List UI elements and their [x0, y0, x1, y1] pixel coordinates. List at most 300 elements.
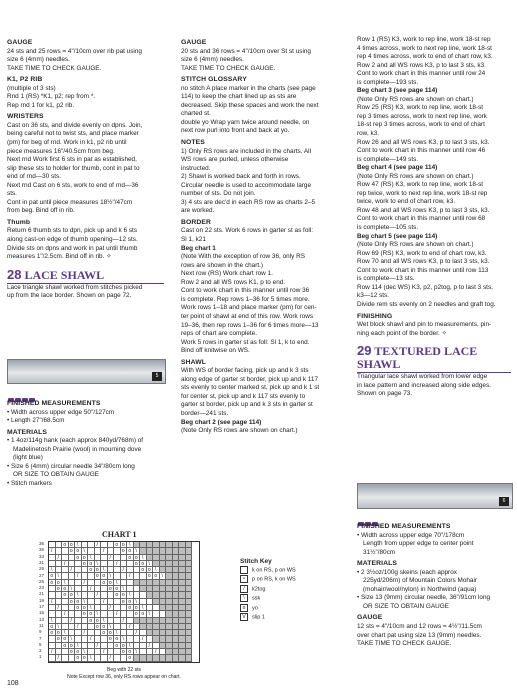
- chart-cell: o: [75, 655, 82, 661]
- chart-cell: o: [140, 611, 147, 617]
- materials-list-line: Madelinetosh Prairie (wool) in mourning dove: [13, 445, 142, 453]
- chart-cell: o: [95, 624, 102, 630]
- finished-list-line: • Length 27"/68.5cm: [7, 417, 164, 426]
- wristers-text-line: Cast on 36 sts, and divide evenly on dpns. Join,: [7, 121, 143, 129]
- chart-cell: o: [101, 630, 108, 636]
- wristers-text-line: Next rnd Cast on 6 sts, work to end of rnd—36: [7, 181, 139, 189]
- chart-rows-d-line: k3—12 sts.: [357, 292, 389, 300]
- chart-cell: o: [82, 555, 89, 561]
- wristers-text-line: (pm) for beg of rnd. Work in k1, p2 rib until: [7, 139, 127, 147]
- chart-row-number: 23: [39, 585, 45, 591]
- chart-cell: [186, 655, 193, 661]
- chart-cell: \: [114, 580, 121, 586]
- wristers-text-line: piece measures 16"/40.5cm from beg.: [7, 147, 115, 155]
- notes-text-line: are worked.: [181, 207, 215, 215]
- chart-cell: o: [95, 567, 102, 573]
- chart-row-number: 11: [39, 622, 44, 628]
- chart-cell: o: [121, 599, 128, 605]
- chart-cell: o: [88, 618, 95, 624]
- chart-cell: \: [56, 624, 63, 630]
- thumb-text-line: Return 6 thumb sts to dpn, pick up and k 6 sts: [7, 227, 138, 235]
- chart-caption: Beg with 22 sts Note Except row 36, only RS rows appear on chart.: [67, 666, 181, 680]
- textured-shawl-photo-strip: [357, 483, 513, 509]
- chart-rows-b-line: Cont to work chart in this manner until row 46: [357, 147, 486, 155]
- stitch-symbol-icon: /: [240, 585, 248, 593]
- wristers-text-line: being careful not to twist sts, and place marker: [7, 130, 139, 138]
- border-text-2-line: rows are shown in the chart.): [181, 261, 264, 269]
- materials-list-line: OR SIZE TO OBTAIN GAUGE: [13, 471, 99, 479]
- chart-cell: \: [88, 655, 95, 661]
- chart-cell: /: [49, 599, 56, 605]
- chart-rows-a: [357, 36, 511, 87]
- chart-rows-c-line: Row 48 and all WS rows K3, p to last 3 sts, k3.: [357, 206, 490, 214]
- stitch-symbol-icon: V: [240, 613, 248, 621]
- chart-cell: \: [127, 643, 134, 649]
- intro-text-29-line: in lace pattern and increased along side edges.: [357, 381, 491, 389]
- chart-cell: o: [121, 643, 128, 649]
- chart-row-number: 29: [39, 566, 45, 572]
- chart-row-number: 15: [39, 610, 45, 616]
- chart-cell: o: [69, 592, 76, 598]
- chart-cell: o: [75, 605, 82, 611]
- chart-cell: o: [69, 548, 76, 554]
- chart-cell: o: [101, 624, 108, 630]
- chart-cell: \: [75, 592, 82, 598]
- chart-cell: \: [49, 567, 56, 573]
- chart-cell: /: [108, 655, 115, 661]
- chart-cell: \: [114, 630, 121, 636]
- chart-cell: \: [88, 605, 95, 611]
- wristers-heading: WRISTERS: [7, 113, 44, 121]
- chart-rows-a-line: Cont to work chart in this manner until row 24: [357, 70, 486, 78]
- rib-text: [7, 85, 164, 111]
- chart-rows-a-line: is complete—193 sts.: [357, 78, 419, 86]
- chart-cell: /: [82, 580, 89, 586]
- gauge-heading-2: GAUGE: [181, 39, 207, 46]
- chart-cell: /: [56, 655, 63, 661]
- glossary-text-line: charted st.: [181, 110, 211, 118]
- chart-cell: o: [62, 586, 69, 592]
- chart-cell: /: [88, 636, 95, 642]
- column-1-lower: [7, 397, 164, 488]
- border-text-2-line: (Note With the exception of row 36, only RS: [181, 253, 305, 261]
- column-1: [7, 36, 164, 301]
- stitch-key-label: ssk: [252, 595, 261, 602]
- stitch-key-label: p on RS, k on WS: [252, 576, 296, 583]
- chart-rows-d-line: Row 69 (RS) K3, work to end of chart row, k3.: [357, 249, 487, 257]
- chart-cell: o: [56, 586, 63, 592]
- border-text: [181, 227, 339, 244]
- chart-cell: \: [147, 611, 154, 617]
- border-text-2-line: ter point of shawl at end of this row. Work rows: [181, 312, 314, 320]
- chart-cell: \: [160, 573, 167, 579]
- chart-row-number: 31: [39, 559, 45, 565]
- gauge-text-29-line: over chart pat using size 13 (9mm) needles.: [357, 631, 482, 639]
- chart-rows-a-line: rep 4 times across, work to end of chart row, k3.: [357, 53, 493, 61]
- stitch-key-item: [240, 575, 296, 584]
- chart-cell: o: [82, 655, 89, 661]
- border-text-line: Sl 1, k21: [181, 236, 206, 244]
- chart-cell: /: [75, 624, 82, 630]
- wristers-text-line: Cont in pat until piece measures 18½"/47cm: [7, 198, 133, 206]
- border-text-2-line: Row 2 and all WS rows K1, p to end.: [181, 278, 286, 286]
- materials-list-29-line: 225yd/206m) of Mountain Colors Mohair: [363, 577, 478, 585]
- chart-cell: \: [56, 573, 63, 579]
- thumb-text-line: Divide sts on dpns and work in pat until thumb: [7, 244, 138, 252]
- chart-row-number: 17: [39, 604, 45, 609]
- chart-cell: o: [114, 542, 121, 548]
- stitch-key-label: slip 1: [252, 614, 265, 621]
- border-text-line: Cast on 22 sts. Work 6 rows in garter st as foll:: [181, 227, 314, 235]
- chart-cell: /: [114, 611, 121, 617]
- chart-rows-b-line: is complete—149 sts.: [357, 155, 419, 163]
- thumb-text-line: measures 1"/2.5cm. Bind off in rib. ✧: [7, 253, 112, 261]
- chart-cell: o: [114, 643, 121, 649]
- pattern-title-28: 28 LACE SHAWL: [7, 266, 105, 282]
- gauge-text-line: size 6 (4mm) needles.: [7, 56, 70, 64]
- chart-cell: o: [49, 573, 56, 579]
- materials-list-line: (light blue): [13, 454, 43, 462]
- chart-cell: \: [75, 542, 82, 548]
- border-text-2-line: Cont to work chart in this manner until row 36: [181, 287, 310, 295]
- chart-cell: o: [121, 649, 128, 655]
- gauge-text-2-line: size 6 (4mm) needles.: [181, 56, 244, 64]
- gauge-text-line: TAKE TIME TO CHECK GAUGE.: [7, 64, 102, 72]
- chart-cell: o: [95, 618, 102, 624]
- wristers-text-line: from beg. Bind off in rib.: [7, 207, 75, 215]
- stitch-symbol-icon: •: [240, 575, 248, 583]
- column-2: [181, 36, 339, 436]
- chart-cell: \: [121, 586, 128, 592]
- beg-chart-5: Beg chart 5 (see page 114): [357, 232, 438, 240]
- chart-cell: o: [134, 605, 141, 611]
- finished-heading-29: FINISHED MEASUREMENTS: [357, 523, 451, 530]
- gauge-text-line: 24 sts and 25 rows = 4"/10cm over rib pat using: [7, 47, 142, 55]
- chart-row-number: 7: [39, 635, 42, 641]
- chart-cell: /: [82, 630, 89, 636]
- shawl-text: [181, 367, 339, 418]
- chart-row-number: 35: [39, 547, 45, 553]
- finished-list-29-line: • Width across upper edge 70"/178cm: [357, 532, 511, 541]
- chart-cell: o: [75, 599, 82, 605]
- thumb-heading: Thumb: [7, 218, 31, 226]
- chart-cell: o: [134, 561, 141, 567]
- materials-heading: MATERIALS: [7, 428, 48, 436]
- chart-rows-d-line: is complete—13 sts.: [357, 275, 415, 283]
- chart-cell: o: [127, 649, 134, 655]
- chart-cell: o: [153, 573, 160, 579]
- stitch-key-item: [240, 594, 296, 603]
- materials-list-line: • 1 4oz/114g hank (each approx 840yd/768m) of: [7, 437, 164, 446]
- chart-cell: o: [147, 573, 154, 579]
- shawl-text-2: [181, 427, 339, 436]
- chart-cell: /: [127, 624, 134, 630]
- shawl-text-line: for center st, pick up and k 117 sts evenly to: [181, 392, 306, 400]
- wristers-text: [7, 122, 164, 216]
- chart-rows-b: [357, 96, 511, 164]
- chart-rows-b-line: 18-st rep 3 times across, work to end of chart: [357, 121, 485, 129]
- chart-cell: \: [101, 567, 108, 573]
- chart-row-number: 3: [39, 648, 42, 654]
- shawl-text-line: With WS of border facing, pick up and k 3 sts: [181, 367, 309, 375]
- chart-cell: o: [140, 561, 147, 567]
- stitch-key-item: [240, 566, 296, 575]
- rib-text-line: (multiple of 3 sts): [7, 84, 56, 92]
- glossary-text-line: no stitch A place marker in the charts (see page: [181, 84, 316, 92]
- chart-row-number: 33: [39, 553, 45, 559]
- chart-cell: \: [153, 567, 160, 573]
- chart-row-number: 9: [39, 629, 42, 635]
- border-text-2-line: is complete. Rep rows 1–36 for 5 times more.: [181, 295, 310, 303]
- chart-cell: o: [75, 649, 82, 655]
- wristers-text-line: Next rnd Work first 6 sts in pat as established,: [7, 156, 137, 164]
- chart-cell: \: [49, 618, 56, 624]
- chart-cell: \: [62, 580, 69, 586]
- chart-cell: o: [69, 599, 76, 605]
- chart-cell: \: [62, 630, 69, 636]
- glossary-heading: STITCH GLOSSARY: [181, 76, 247, 84]
- shawl-text-line: border—241 sts.: [181, 409, 229, 417]
- chart-row-number: 5: [39, 641, 42, 647]
- chart-cell: o: [88, 561, 95, 567]
- notes-text-line: number of sts. Do not join.: [181, 190, 256, 198]
- notes-text-line: Circular needle is used to accommodate large: [181, 181, 312, 189]
- chart-cell: o: [49, 630, 56, 636]
- chart-cell: o: [62, 592, 69, 598]
- chart-cell: o: [82, 611, 89, 617]
- finishing-text-line: Wet block shawl and pin to measurements, pin-: [357, 321, 492, 329]
- chart-rows-b-line: rep 3 times across, work to next rep line, work: [357, 112, 487, 120]
- finishing-heading: FINISHING: [357, 312, 393, 320]
- chart-cell: /: [56, 605, 63, 611]
- intro-text-29: [357, 373, 511, 399]
- intro-text-line: Lace triangle shawl worked from stitches picked: [7, 283, 143, 291]
- chart-rows-b-line: (Note Only RS rows are shown on chart.): [357, 95, 474, 103]
- stitch-key-item: [240, 585, 296, 594]
- chart-rows-c-line: is complete—105 sts.: [357, 224, 419, 232]
- chart-cell: o: [140, 567, 147, 573]
- chart-rows-b-line: row, k3.: [357, 130, 380, 138]
- stitch-symbol-icon: [240, 566, 248, 574]
- chart-row-number: 19: [39, 597, 45, 603]
- chart-cell: o: [127, 548, 134, 554]
- shawl-heading: SHAWL: [181, 358, 207, 366]
- finished-list-29-line: 31½"/80cm: [363, 548, 396, 556]
- chart-cell: /: [62, 611, 69, 617]
- finished-list-29-line: Length from upper edge to center point: [363, 540, 474, 548]
- chart-cell: /: [69, 567, 76, 573]
- chart-cell: o: [75, 555, 82, 561]
- chart-cell: \: [82, 548, 89, 554]
- chart-cell: o: [114, 592, 121, 598]
- chart-1: [39, 541, 200, 681]
- chart-cell: o: [101, 573, 108, 579]
- stitch-symbol-icon: \: [240, 594, 248, 602]
- stitch-key: [240, 557, 296, 623]
- materials-list-29-line: (mohair/wool/nylon) in Northwind (aqua): [363, 585, 477, 593]
- border-text-2-line: reps of chart are complete.: [181, 330, 258, 338]
- pattern-title-29: 29 TEXTURED LACE SHAWL: [357, 343, 478, 372]
- border-text-2: [181, 253, 339, 356]
- finished-list-line: • Width across upper edge 50"/127cm: [7, 409, 164, 418]
- chart-cell: \: [140, 555, 147, 561]
- materials-list-line: • Stitch markers: [7, 480, 164, 489]
- chart-cell: /: [88, 586, 95, 592]
- materials-list-29: [357, 569, 511, 612]
- chart-cell: \: [75, 643, 82, 649]
- chart-cell: /: [95, 542, 102, 548]
- gauge-text-29-line: TAKE TIME TO CHECK GAUGE.: [357, 640, 452, 648]
- chart-cell: o: [69, 649, 76, 655]
- border-text-2-line: 19–36, then rep rows 1–36 for 6 times more—13: [181, 321, 319, 329]
- chart-row-number: 1: [39, 654, 42, 660]
- gauge-text-2-line: TAKE TIME TO CHECK GAUGE.: [181, 64, 276, 72]
- shawl-text-line: garter st border, pick up and k 3 sts in garter st: [181, 401, 313, 409]
- chart-cell: /: [153, 649, 160, 655]
- thumb-text: [7, 227, 164, 261]
- chart-cell: o: [62, 636, 69, 642]
- chart-cell: o: [134, 611, 141, 617]
- notes-heading: NOTES: [181, 139, 205, 147]
- chart-cell: o: [82, 605, 89, 611]
- rib-heading: K1, P2 RIB: [7, 76, 43, 84]
- chart-cell: \: [140, 605, 147, 611]
- beg-chart-1: Beg chart 1: [181, 244, 216, 252]
- chart-title: CHART 1: [102, 530, 137, 539]
- chart-cell: \: [147, 561, 154, 567]
- chart-cell: /: [49, 548, 56, 554]
- gauge-text-29-line: 12 sts = 4"/10cm and 12 rows = 4½"/11.5cm: [357, 623, 482, 631]
- chart-rows-d-line: Divide rem sts evenly on 2 needles and graft tog.: [357, 300, 496, 308]
- notes-text-line: 3) 4 sts are dec'd in each RS row as charts 2–5: [181, 198, 316, 206]
- chart-rows-c-line: (Note Only RS rows are shown on chart.): [357, 172, 474, 180]
- glossary-text-line: decreased. Skip these spaces and work the next: [181, 101, 319, 109]
- chart-cell: o: [108, 630, 115, 636]
- chart-cell: \: [134, 548, 141, 554]
- chart-cell: \: [69, 586, 76, 592]
- chart-cell: \: [134, 649, 141, 655]
- chart-cell: \: [95, 611, 102, 617]
- shawl-text-2-line: (Note Only RS rows are shown on chart.): [181, 427, 298, 435]
- chart-cell: o: [121, 548, 128, 554]
- chart-cell: o: [69, 542, 76, 548]
- materials-list-29-line: OR SIZE TO OBTAIN GAUGE: [363, 602, 449, 610]
- chart-cell: o: [114, 586, 121, 592]
- column-3: [357, 36, 511, 399]
- chart-rows-c-line: rep twice, work to next rep line, work 18-st rep: [357, 189, 488, 197]
- size-indicator-29: [358, 513, 379, 517]
- glossary-text-line: next row purl into front and back at yo.: [181, 127, 290, 135]
- chart-cell: o: [147, 567, 154, 573]
- shawl-photo-strip: [7, 359, 166, 384]
- rib-text-line: Rep rnd 1 for k1, p2 rib.: [7, 101, 75, 109]
- chart-cell: o: [108, 636, 115, 642]
- chart-cell: \: [108, 573, 115, 579]
- photo-tag: 5: [152, 372, 162, 381]
- shawl-text-line: sts evenly to center marked st, pick up and k 1 st: [181, 384, 320, 392]
- gauge-text-29: [357, 623, 511, 649]
- finishing-text-line: ning each point of the border. ✧: [357, 329, 447, 337]
- chart-cell: /: [49, 649, 56, 655]
- chart-cell: o: [49, 580, 56, 586]
- chart-rows-d-line: Row 70 and all WS rows K3, p to last 3 sts, k3.: [357, 258, 490, 266]
- chart-row-number: 21: [39, 591, 45, 597]
- chart-cell: /: [108, 605, 115, 611]
- chart-cell: \: [82, 599, 89, 605]
- chart-cell: \: [108, 624, 115, 630]
- finished-list-29: [357, 532, 511, 558]
- chart-cell: o: [95, 573, 102, 579]
- chart-grid: [48, 541, 200, 663]
- chart-cell: o: [75, 548, 82, 554]
- notes-text-line: WS rows are purled, unless otherwise: [181, 156, 289, 164]
- chart-row-number: 25: [39, 578, 45, 584]
- size-indicator: [8, 389, 36, 393]
- finished-list: [7, 409, 164, 426]
- stitch-key-label: k on RS, p on WS: [252, 567, 296, 574]
- stitch-symbol-icon: o: [240, 604, 248, 612]
- chart-cell: \: [134, 599, 141, 605]
- notes-text-line: 2) Shawl is worked back and forth in rows.: [181, 173, 301, 181]
- chart-cell: o: [134, 555, 141, 561]
- chart-cell: /: [140, 636, 147, 642]
- intro-text: [7, 284, 164, 301]
- chart-cell: o: [127, 599, 134, 605]
- beg-chart-4: Beg chart 4 (see page 114): [357, 164, 438, 172]
- chart-cell: o: [127, 605, 134, 611]
- chart-cell: /: [127, 573, 134, 579]
- chart-rows-a-line: Row 1 (RS) K3, work to rep line, work 18-st rep: [357, 36, 491, 43]
- beg-chart-2: Beg chart 2 (see page 114): [181, 418, 262, 426]
- chart-rows-d: [357, 241, 511, 309]
- gauge-text-2-line: 20 sts and 36 rows = 4"/10cm over St st using: [181, 47, 311, 55]
- chart-cell: o: [62, 643, 69, 649]
- chart-cell: /: [147, 643, 154, 649]
- chart-cell: /: [108, 555, 115, 561]
- border-text-2-line: Work 5 rows in garter st as foll: Sl 1, k to end.: [181, 338, 310, 346]
- finishing-text: [357, 321, 511, 338]
- chart-cell: /: [75, 573, 82, 579]
- chart-rows-a-line: 4 times across, work to next rep line, work 18-st: [357, 44, 492, 52]
- chart-cell: \: [88, 555, 95, 561]
- finished-heading: FINISHED MEASUREMENTS: [7, 400, 101, 407]
- chart-rows-c: [357, 173, 511, 233]
- stitch-key-item: [240, 613, 296, 622]
- chart-row-number: 36: [39, 541, 45, 546]
- chart-cell: o: [88, 567, 95, 573]
- intro-text-29-line: Shown on page 73.: [357, 390, 413, 398]
- chart-cell: \: [127, 542, 134, 548]
- materials-list: [7, 437, 164, 488]
- gauge-heading-29: GAUGE: [357, 614, 383, 622]
- gauge-text: [7, 48, 164, 74]
- chart-cell: o: [121, 592, 128, 598]
- page-number: 108: [7, 680, 19, 687]
- chart-cell: /: [101, 548, 108, 554]
- chart-cell: /: [101, 649, 108, 655]
- intro-text-line: up from the lace border. Shown on page 72.: [7, 292, 132, 300]
- chart-cell: o: [121, 542, 128, 548]
- notes-text-line: instructed.: [181, 164, 211, 172]
- shawl-text-line: along edge of garter st border, pick up and k 117: [181, 375, 319, 383]
- chart-cell: \: [82, 649, 89, 655]
- border-text-2-line: Next row (RS) Work chart row 1.: [181, 270, 273, 278]
- chart-cell: o: [88, 611, 95, 617]
- stitch-key-item: [240, 604, 296, 613]
- chart-cell: \: [95, 561, 102, 567]
- rib-text-line: Rnd 1 (RS) *K1, p2; rep from *.: [7, 93, 96, 101]
- stitch-key-label: k2tog: [252, 586, 266, 593]
